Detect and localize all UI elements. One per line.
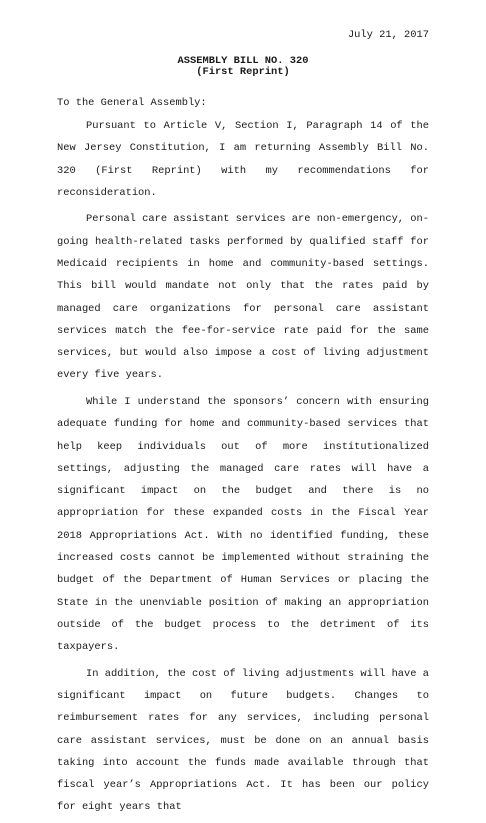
letter-body	[57, 115, 429, 823]
paragraph-4: In addition, the cost of living adjustments will have a significant impact on future budgets. Changes to reimbursement rates for any services, including personal care assistant services, must be done on an annual basis taking into account the funds made available through that fiscal year’s Appropriations Act. It has been our policy for eight years that	[57, 667, 429, 814]
letter-date: July 21, 2017	[347, 29, 429, 41]
bill-subtitle: (First Reprint)	[196, 66, 290, 78]
paragraph-2: Personal care assistant services are non-emergency, on-going health-related tasks performed by qualified staff for Medicaid recipients in home and community-based settings. This bill would mandate not only that the rates paid by managed care organizations for personal care assistant services match the fee-for-service rate paid for the same services, but would also impose a cost of living adjustment every five years.	[57, 213, 429, 382]
bill-title-block	[57, 56, 429, 78]
paragraph-3: While I understand the sponsors’ concern with ensuring adequate funding for home and community-based services that help keep individuals out of more institutionalized settings, adjusting the managed care rates will have a significant impact on the budget and there is no appropriation for these expanded costs in the Fiscal Year 2018 Appropriations Act. With no identified funding, these increased costs cannot be implemented without straining the budget of the Department of Human Services or placing the State in the unenviable position of making an appropriation outside of the budget process to the detriment of its taxpayers.	[57, 395, 429, 654]
paragraph-1: Pursuant to Article V, Section I, Paragraph 14 of the New Jersey Constitution, I am returning Assembly Bill No. 320 (First Reprint) with my recommendations for reconsideration.	[57, 120, 429, 199]
salutation: To the General Assembly:	[57, 97, 207, 109]
bill-title: ASSEMBLY BILL NO. 320	[177, 55, 309, 67]
